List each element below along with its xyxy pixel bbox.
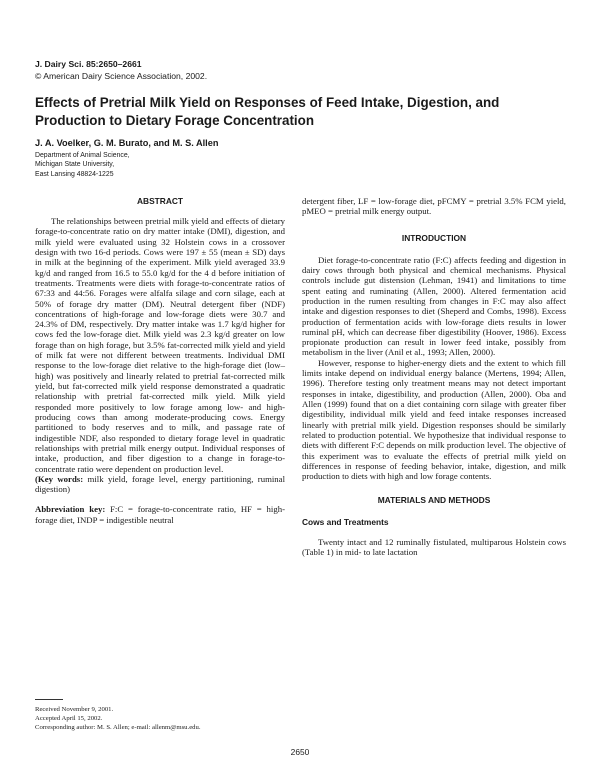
abstract-text: The relationships between pretrial milk yield and effects of dietary forage-to-concentrate ratio on dry matter intake (DMI), digestion, and milk yield were evaluated using 32 Holstein cows in a crossover design with two 16-d periods. Cows were 197 ± 55 (mean ± SD) days in milk at the beginning of the experiment. Milk yield averaged 33.9 kg/d and ranged from 16.5 to 55.0 kg/d for the 4 d before initiation of treatments. Treatments were diets with forage-to-concentrate ratios of 67:33 and 44:56. Forages were alfalfa silage and corn silage, each at 50% of forage dry matter (DM). Neutral detergent fiber (NDF) concentrations of high-forage and low-forage diets were 30.7 and 24.3% of DM, respectively. Dry matter intake was 1.7 kg/d higher for cows fed the low-forage diet. Milk yield was 2.3 kg/d greater on low forage than on high forage, but 3.5% fat-corrected milk yield and yield of milk fat were not different between treatments. Individual DMI response to the low-forage diet relative to the high-forage diet (low–high) was positively and linearly related to pretrial fat-corrected milk yield, but fat-corrected milk yield response demonstrated a quadratic relationship with pretrial fat-corrected milk yield. Milk yield responded more positively to low forage among low- and high-producing cows than among moderate-producing cows. Energy partitioned to body reserves and to milk, and passage rate of indigestible NDF, also responded to dietary forage level in quadratic relationships with pretrial milk energy output. Individual responses of intake, production, and fiber digestion to a change in forage-to-concentrate ratio were dependent on production level. (35, 216, 285, 474)
right-column (302, 196, 566, 557)
page-number: 2650 (290, 747, 310, 757)
journal-reference: J. Dairy Sci. 85:2650–2661 (35, 59, 142, 69)
affiliation (35, 151, 130, 179)
received-date: Received November 9, 2001. (35, 706, 114, 713)
journal-header (35, 59, 207, 82)
affiliation-line: Michigan State University, (35, 161, 115, 169)
introduction-paragraph: However, response to higher-energy diets and the extent to which fill limits intake depend on individual energy balance (Mertens, 1994; Allen, 1996). Therefore testing only treatment means may not detect important responses in intake, digestibility, and production (Allen, 2000). Oba and Allen (1999) found that on a diet containing corn silage with greater fiber digestibility, individual milk yield and feed intake responses increased linearly with pretrial milk yield. Digestion responses should be similarly related to production potential. We hypothesize that individual response to diets with different F:C depends on milk production level. The objective of this experiment was to evaluate the effects of pretrial milk yield on differences in response of feeding behavior, intake, digestion, and milk production to diets with high and low forage contents. (302, 357, 566, 482)
abstract-heading: ABSTRACT (136, 196, 184, 206)
abbreviation-label: Abbreviation key: (35, 504, 106, 515)
copyright-line: © American Dairy Science Association, 2002. (35, 70, 208, 81)
accepted-date: Accepted April 15, 2002. (35, 715, 103, 723)
keywords (35, 474, 285, 495)
abbreviation-text-left: F:C = forage-to-concentrate ratio, HF = high-forage diet, INDP = indigestible neutral (35, 504, 285, 525)
methods-subheading: Cows and Treatments (302, 516, 389, 527)
corresponding-author: Corresponding author: M. S. Allen; e-mail: allenm@msu.edu. (35, 724, 201, 732)
abbreviation-text-right: detergent fiber, LF = low-forage diet, pFCMY = pretrial 3.5% FCM yield, pMEO = pretrial milk energy output. (302, 196, 566, 217)
keywords-text: milk yield, forage level, energy partitioning, ruminal digestion) (35, 473, 285, 495)
received-note (35, 705, 201, 733)
methods-heading: MATERIALS AND METHODS (377, 494, 491, 505)
affiliation-line: East Lansing 48824-1225 (35, 170, 114, 178)
introduction-heading: INTRODUCTION (401, 232, 467, 243)
methods-paragraph: Twenty intact and 12 ruminally fistulated, multiparous Holstein cows (Table 1) in mid- to late lactation (302, 536, 566, 557)
abbreviation-key (35, 504, 285, 525)
footnote-rule (35, 699, 63, 700)
keywords-label: (Key words: (35, 473, 84, 484)
introduction-paragraph: Diet forage-to-concentrate ratio (F:C) affects feeding and digestion in dairy cows through both physical and chemical mechanisms. Physical controls include gut distension (Lehman, 1941) and limitations to time spent eating and ruminating (Allen, 2000). Altered fermentation acid production in the rumen resulting from changes in F:C may also affect intake and digestion responses to diet (Sheperd and Combs, 1998). Excess production of fermentation acids with low-forage diets results in lower ruminal pH, which can decrease fiber digestibility (Hoover, 1986). Excess propionate production can result in lower feed intake, possibly from metabolism in the liver (Anil et al., 1993; Allen, 2000). (302, 254, 566, 358)
affiliation-line: Department of Animal Science, (35, 152, 130, 159)
left-column (35, 196, 285, 525)
author-list: J. A. Voelker, G. M. Burato, and M. S. Allen (35, 138, 219, 148)
article-title: Effects of Pretrial Milk Yield on Responses of Feed Intake, Digestion, and Production to Dietary Forage Concentration (35, 95, 500, 128)
